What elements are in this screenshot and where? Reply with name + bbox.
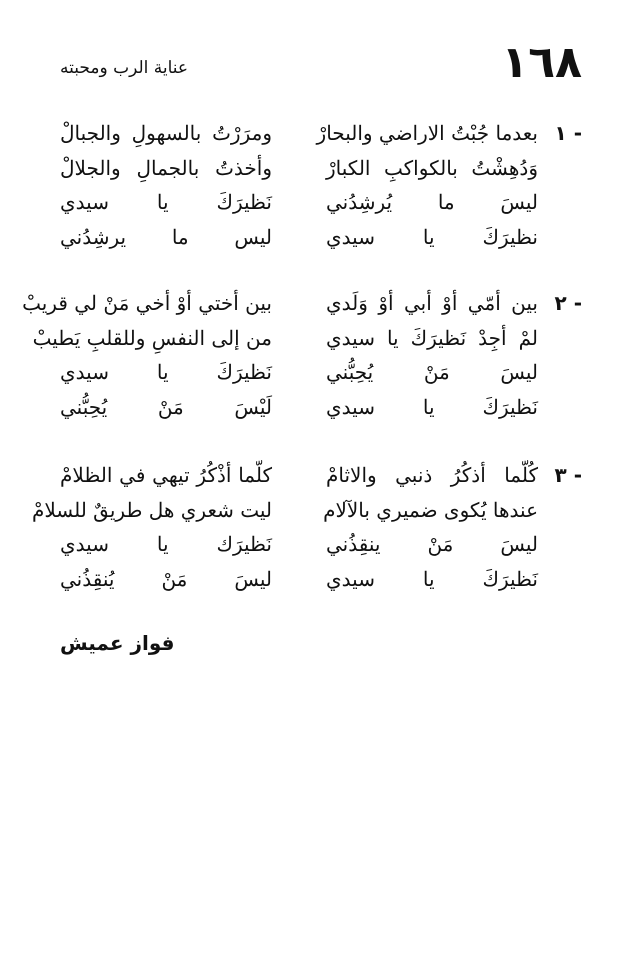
verse-first-half: وَدُهِشْتُ بالكواكبِ الكبارْ xyxy=(326,155,538,180)
verse-second-half: نَظيرَكَ يا سيدي xyxy=(60,360,272,384)
verse-first-half: ليسَ ما يُرشِدُني xyxy=(326,190,538,214)
stanza-1 xyxy=(60,116,582,254)
verse-first-half: نظيرَكَ يا سيدي xyxy=(326,224,538,249)
book-title: عناية الرب ومحبته xyxy=(60,58,189,78)
stanza-number: ٣ - xyxy=(554,463,582,487)
verse-first-half: ليسَ مَنْ يُحِبُّني xyxy=(326,360,538,384)
verse-line xyxy=(31,493,582,528)
verse-first-half: عندها يُكوى ضميري بالآلام xyxy=(323,497,538,522)
verse-line xyxy=(60,151,582,186)
verse-second-half: كلّما أذْكُرُ تيهي في الظلامْ xyxy=(60,463,272,487)
stanza-2 xyxy=(22,286,582,424)
verse-second-half: ليس ما يرشِدُني xyxy=(60,224,272,249)
page-number: ١٦٨ xyxy=(501,37,582,88)
stanza-3 xyxy=(31,458,582,596)
verse-line xyxy=(60,390,582,425)
verse-first-half: نَظيرَكَ يا سيدي xyxy=(326,394,538,419)
verse-second-half: نَظيرَك يا سيدي xyxy=(60,532,272,556)
verse-line xyxy=(60,527,582,562)
verse-first-half: بين أمّي أوْ أبي أوْ وَلَدي xyxy=(326,291,538,315)
verse-second-half: ليسَ مَنْ يُنقِذُني xyxy=(60,566,272,591)
verse-line xyxy=(60,355,582,390)
verse-line xyxy=(60,116,582,151)
verse-first-half: نَظيرَكَ يا سيدي xyxy=(326,566,538,591)
page-header xyxy=(60,38,582,88)
verse-line xyxy=(60,458,582,493)
verse-first-half: لمْ أجِدْ نَظيرَكَ يا سيدي xyxy=(326,325,538,350)
verse-first-half: كُلّما أذكُرُ ذنبي والاثامْ xyxy=(326,463,538,487)
stanza-number: ١ - xyxy=(554,121,582,145)
verse-second-half: من إلى النفسِ وللقلبِ يَطيبْ xyxy=(32,325,272,350)
verse-second-half: نَظيرَكَ يا سيدي xyxy=(60,190,272,214)
verse-line xyxy=(60,185,582,220)
verse-second-half: وأخذتُ بالجمالِ والجلالْ xyxy=(60,155,272,180)
verse-second-half: ليت شعري هل طريقٌ للسلامْ xyxy=(31,497,272,522)
verse-line xyxy=(60,562,582,597)
verse-first-half: بعدما جُبْتُ الاراضي والبحارْ xyxy=(316,121,538,145)
verse-second-half: بين أختي أوْ أخي مَنْ لي قريبْ xyxy=(22,291,272,315)
verse-second-half: لَيْسَ مَنْ يُحِبُّني xyxy=(60,394,272,419)
author-name: فواز عميش xyxy=(60,631,175,655)
verse-line xyxy=(22,286,582,321)
verse-line xyxy=(32,321,582,356)
verse-second-half: ومرَرْتُ بالسهولِ والجبالْ xyxy=(60,121,272,145)
verse-line xyxy=(60,220,582,255)
stanza-number: ٢ - xyxy=(554,291,582,315)
verse-first-half: ليسَ مَنْ ينقِذُني xyxy=(326,532,538,556)
